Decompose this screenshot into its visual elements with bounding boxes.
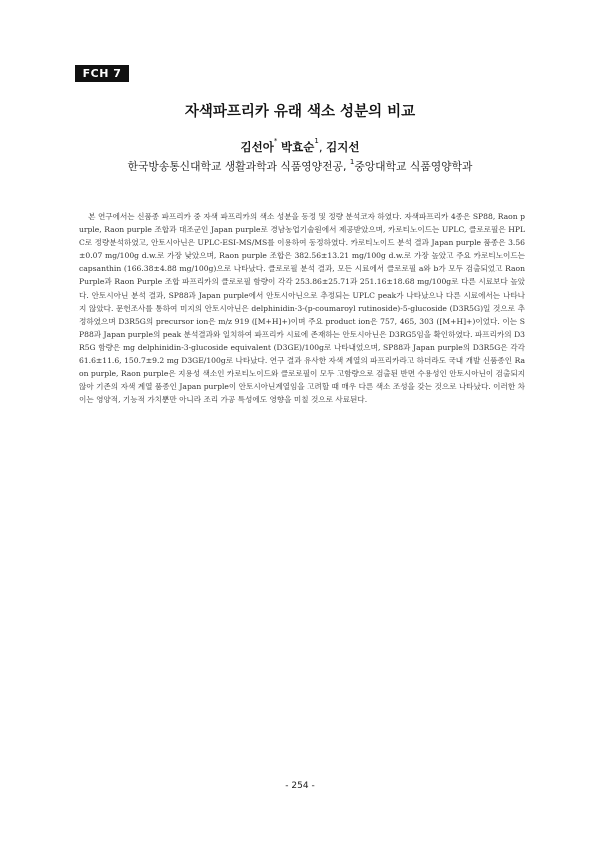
author-name: 박효순 xyxy=(281,140,315,154)
author-name: 김선아 xyxy=(240,140,274,154)
paper-title: 자색파프리카 유래 색소 성분의 비교 xyxy=(184,104,416,120)
author-list xyxy=(0,139,600,155)
page-number: - 254 - xyxy=(285,781,315,791)
author-marker: 1 xyxy=(314,137,319,145)
author-name: 김지선 xyxy=(326,140,360,154)
affiliation-marker: 1 xyxy=(349,158,355,166)
affiliation xyxy=(0,159,600,174)
section-tag: FCH 7 xyxy=(75,65,129,82)
abstract-body: 본 연구에서는 신품종 파프리카 중 자색 파프리카의 색소 성분을 동정 및 정량 분석코자 하였다. 자색파프리카 4종은 SP88, Raon purple, Raon purple 조합과 대조군인 Japan purple로 경남농업기술원에서 제공받았으며, 카로티노이드는 UPLC, 클로로필은 HPLC로 정량분석하였고, 안토시아닌은 UPLC-ESI-MS/MS를 이용하여 동정하였다. 카로티노이드 분석 결과 Japan purple 품종은 3.56±0.07 mg/100g d.w.로 가장 낮았으며, Raon purple 조합은 382.56±13.21 mg/100g d.w.로 가장 높았고 주요 카로티노이드는 capsanthin (166.38±4.88 mg/100g)으로 나타났다. 클로로필 분석 결과, 모든 시료에서 클로로필 a와 b가 모두 검출되었고 Raon Purple과 Raon Purple 조합 파프리카의 클로로필 함량이 각각 253.86±25.71과 251.16±18.68 mg/100g로 다른 시료보다 높았다. 안토시아닌 분석 결과, SP88과 Japan purple에서 안토시아닌으로 추정되는 UPLC peak가 나타났으나 다른 시료에서는 나타나지 않았다. 문헌조사를 통하여 미지의 안토시아닌은 delphinidin-3-(p-coumaroyl rutinoside)-5-glucoside (D3R5G)일 것으로 추정하였으며 D3R5G의 precursor ion은 m/z 919 ([M+H]+)이며 주요 product ion은 757, 465, 303 ([M+H]+)이었다. 이는 SP88과 Japan purple의 peak 분석결과와 일치하여 파프리카 시료에 존재하는 안토시아닌은 D3RG5임을 확인하였다. 파프리카의 D3R5G 함량은 mg delphinidin-3-glucoside equivalent (D3GE)/100g로 나타내었으며, SP88과 Japan purple의 D3R5G은 각각 61.6±11.6, 150.7±9.2 mg D3GE/100g로 나타났다. 연구 결과 유사한 자색 계열의 파프리카라고 하더라도 국내 개발 신품종인 Raon purple, Raon purple은 지용성 색소인 카로티노이드와 클로로필이 모두 고함량으로 검출된 반면 수용성인 안토시아닌이 검출되지 않아 기존의 자색 계열 품종인 Japan purple이 안토시아닌계열임을 고려할 때 매우 다른 색소 조성을 갖는 것으로 나타났다. 이러한 차이는 영양적, 기능적 가치뿐만 아니라 조리 가공 특성에도 영향을 미칠 것으로 사료된다. xyxy=(79,212,525,405)
author-separator: , xyxy=(318,140,327,154)
affiliation-secondary: 중앙대학교 식품영양학과 xyxy=(354,160,473,173)
affiliation-primary: 한국방송통신대학교 생활과학과 식품영양전공, xyxy=(127,160,350,173)
author-marker: * xyxy=(273,137,278,145)
